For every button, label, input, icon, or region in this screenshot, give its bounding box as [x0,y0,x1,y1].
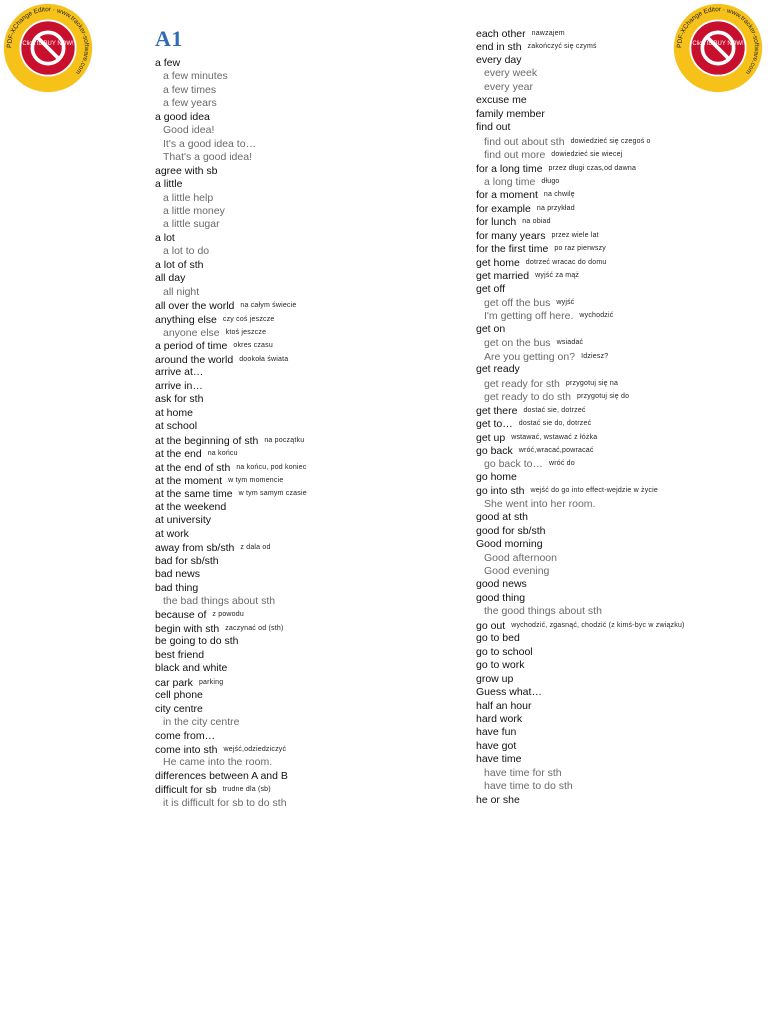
badge-center-text: Click to BUY NOW! [22,41,74,48]
entry-text: best friend [155,648,205,661]
handwritten-translation: wychodzić, zgasnąć, chodzić (z kimś-byc w związku) [511,621,685,629]
handwritten-translation: dostać sie do, dotrzeć [518,420,592,428]
vocab-entry [155,299,296,313]
vocab-entry [476,686,542,699]
entry-text: a lot [155,231,175,244]
vocab-entry [155,649,204,662]
vocab-entry [155,232,175,245]
handwritten-translation: na początku [264,436,305,444]
vocab-example [476,767,562,780]
entry-text: come from… [155,729,216,742]
vocab-entry [155,541,271,555]
entry-text: for a moment [476,189,538,202]
vocab-entry [476,619,685,633]
vocab-example [155,192,213,205]
vocab-entry [476,94,527,107]
entry-text: a few [155,57,181,69]
handwritten-translation: wsiadać [556,339,584,347]
entry-text: for many years [476,229,546,242]
vocab-entry [476,646,533,659]
vocab-entry [155,380,203,393]
vocab-entry [155,353,288,367]
vocab-entry [476,632,520,645]
vocab-example [476,377,618,391]
vocab-example [476,565,549,578]
vocab-entry [476,256,606,270]
entry-text: around the world [155,353,234,366]
entry-text: a lot to do [163,245,210,258]
vocab-entry [155,474,283,488]
entry-text: anyone else [163,327,220,339]
vocab-entry [476,404,586,418]
entry-text: every year [484,80,534,93]
handwritten-translation: nawzajem [531,30,565,37]
vocab-entry [476,121,510,134]
entry-text: half an hour [476,699,532,712]
vocab-entry [476,162,636,176]
vocab-entry [155,487,307,501]
vocab-entry [155,272,185,285]
vocab-example [155,97,217,110]
entry-text: all over the world [155,300,235,313]
entry-text: get to… [476,418,513,431]
entry-text: get on the bus [484,337,551,350]
entry-text: in the city centre [163,716,240,729]
entry-text: Good evening [484,565,550,577]
vocab-example [476,336,583,350]
entry-text: a period of time [155,340,228,353]
vocab-entry [155,676,223,690]
vocab-entry [476,740,516,753]
entry-text: good for sb/sth [476,524,546,537]
entry-text: get ready to do sth [484,391,571,404]
entry-text: Good afternoon [484,551,557,564]
vocab-entry [155,407,193,420]
handwritten-translation: na przykład [536,204,575,212]
vocab-entry [476,283,505,296]
vocab-entry [155,743,286,757]
entry-text: go out [476,619,506,632]
entry-text: get ready for sth [484,377,560,390]
vocab-entry [476,269,579,283]
entry-text: get up [476,431,506,444]
vocab-entry [155,783,271,797]
entry-text: a few years [163,97,217,110]
entry-text: black and white [155,662,228,675]
vocab-entry [155,57,180,70]
vocab-entry [476,659,524,672]
entry-text: It's a good idea to… [163,137,257,150]
handwritten-translation: zakończyć się czymś [527,43,597,51]
vocab-entry [155,366,203,379]
vocab-example [155,151,252,164]
vocab-example [155,286,199,299]
entry-text: begin with sth [155,622,220,635]
vocab-entry [155,582,198,595]
handwritten-translation: na końcu [207,450,238,458]
handwritten-translation: przez długi czas,od dawna [548,164,637,172]
entry-text: it is difficult for sb to do sth [163,796,287,809]
entry-text: have time [476,753,522,766]
vocab-entry [476,229,599,243]
handwritten-translation: wyjść [556,299,575,306]
entry-text: get home [476,256,520,269]
entry-text: get married [476,270,530,283]
vocab-example [155,716,239,729]
vocab-example [155,245,209,258]
vocab-entry [476,753,522,766]
entry-text: go home [476,470,517,483]
entry-text: That's a good idea! [163,151,252,164]
vocab-entry [476,726,516,739]
entry-text: have time for sth [484,766,562,779]
entry-text: bad thing [155,581,199,594]
handwritten-translation: dowiedzieć sie wiecej [551,151,623,159]
vocab-example [476,148,622,162]
vocab-entry [476,592,525,605]
entry-text: go back [476,444,513,457]
entry-text: at the end [155,448,202,461]
vocab-entry [155,514,211,527]
vocab-entry [476,108,545,121]
badge-ring-text: PDF-XChange Editor · www.tracker-software.com [676,6,760,76]
handwritten-translation: przygotuj się na [565,379,619,387]
entry-text: He came into the room. [163,756,273,769]
entry-text: car park [155,676,193,689]
entry-text: come into sth [155,743,218,756]
handwritten-translation: ktoś jeszcze [225,329,267,336]
entry-text: every day [476,53,522,66]
entry-text: at school [155,420,198,433]
vocab-entry [155,689,203,702]
vocab-example [476,390,629,404]
vocab-example [155,326,266,340]
entry-text: for the first time [476,243,549,256]
vocab-entry [476,673,513,686]
handwritten-translation: przez wiele lat [551,231,599,239]
vocab-entry [476,363,520,376]
vocab-example [155,138,256,151]
entry-text: good news [476,578,527,591]
handwritten-translation: dookoła świata [239,355,289,363]
vocab-example [155,595,275,608]
vocab-entry [476,578,527,591]
vocab-entry [155,178,182,191]
vocab-example [155,70,228,83]
vocab-entry [476,431,597,445]
handwritten-translation: czy coś jeszcze [222,315,275,323]
entry-text: find out more [484,149,546,162]
entry-text: because of [155,609,207,622]
entry-text: a long time [484,175,536,188]
badge-ring-text: PDF-XChange Editor · www.tracker-software.com [6,6,90,76]
entry-text: at university [155,514,212,527]
entry-text: all day [155,272,186,285]
vocab-example [476,309,613,323]
vocab-example [155,205,225,218]
entry-text: She went into her room. [484,497,596,510]
entry-text: a little sugar [163,218,220,231]
vocab-example [155,797,287,810]
entry-text: anything else [155,313,217,326]
vocab-entry [476,484,658,498]
vocab-entry [476,538,543,551]
handwritten-translation: długo [541,177,560,185]
vocab-entry [155,770,288,783]
handwritten-translation: przygotuj się do [576,393,630,401]
entry-text: bad for sb/sth [155,554,219,567]
handwritten-translation: wejść,odziedziczyć [223,745,287,753]
handwritten-translation: wstawać, wstawać z łóżka [511,433,598,441]
handwritten-translation: dostać sie, dotrzeć [523,406,586,414]
entry-text: he or she [476,793,520,806]
entry-text: at work [155,527,189,540]
vocab-entry [476,40,597,54]
entry-text: good at sth [476,511,528,524]
vocab-entry [155,568,200,581]
entry-text: I'm getting off here. [484,310,574,323]
vocab-entry [476,444,594,458]
entry-text: a good idea [155,110,210,123]
vocab-entry [155,393,203,406]
badge-center-text: Click to BUY NOW! [692,41,744,48]
vocab-example [155,756,272,769]
entry-text: Guess what… [476,686,542,699]
vocab-example [155,218,220,231]
handwritten-translation: Idziesz? [581,352,609,360]
entry-text: the good things about sth [484,605,602,618]
entry-text: family member [476,107,545,120]
vocab-example [155,124,214,137]
entry-text: good thing [476,591,526,604]
handwritten-translation: na chwilę [543,191,575,199]
vocab-entry [155,111,210,124]
handwritten-translation: na całym świecie [240,302,297,310]
entry-text: have fun [476,726,517,739]
entry-text: Are you getting on? [484,350,576,363]
entry-text: Good morning [476,538,543,551]
vocab-entry [155,608,244,622]
entry-text: be going to do sth [155,635,239,648]
vocab-example [476,780,573,793]
handwritten-translation: z powodu [212,611,244,619]
entry-text: go back to… [484,458,543,471]
vocab-entry [476,54,522,67]
vocab-example [476,81,533,94]
entry-text: go to bed [476,632,520,645]
vocab-example [476,498,595,511]
entry-text: find out about sth [484,135,565,148]
entry-text: find out [476,121,511,134]
vocab-entry [476,27,565,41]
entry-text: end in sth [476,41,522,54]
vocab-example [476,67,537,80]
vocab-entry [155,730,215,743]
entry-text: go to work [476,659,525,672]
handwritten-translation: zaczynać od (sth) [225,624,284,632]
vocab-entry [155,635,238,648]
entry-text: bad news [155,568,200,581]
handwritten-translation: wróć do [548,460,575,468]
entry-text: get on [476,322,506,335]
vocab-entry [155,447,238,461]
vocab-example [476,296,574,310]
entry-text: have time to do sth [484,780,573,793]
handwritten-translation: w tym samym czasie [238,490,307,498]
entry-text: all night [163,285,200,298]
entry-text: at the weekend [155,500,227,513]
vocab-entry [476,713,522,726]
handwritten-translation: wyjść za mąż [535,272,580,280]
entry-text: difficult for sb [155,784,217,797]
entry-text: for example [476,202,531,215]
vocab-entry [155,501,226,514]
pdf-xchange-badge-left[interactable] [2,2,94,94]
handwritten-translation: parking [198,678,224,686]
pdf-xchange-badge-right[interactable] [672,2,764,94]
handwritten-translation: w tym momencie [228,476,284,484]
section-heading: A1 [155,26,183,51]
entry-text: every week [484,67,538,80]
entry-text: get off the bus [484,297,551,309]
vocab-entry [476,215,551,229]
vocab-entry [476,525,545,538]
handwritten-translation: wychodzić [579,312,614,320]
vocab-example [476,605,602,618]
entry-text: a little money [163,204,225,217]
handwritten-translation: wróć,wracać,powracać [518,446,594,454]
entry-text: cell phone [155,689,203,702]
vocab-entry [476,511,528,524]
entry-text: get there [476,404,518,417]
vocab-entry [155,461,306,475]
vocab-entry [476,188,575,202]
vocab-entry [476,242,606,256]
entry-text: arrive in… [155,379,203,392]
handwritten-translation: okres czasu [233,342,273,350]
handwritten-translation: na obiad [522,218,551,226]
entry-text: go to school [476,645,533,658]
vocab-example [476,457,575,471]
handwritten-translation: dowiedzieć się czegoś o [570,137,651,145]
entry-text: ask for sth [155,393,204,406]
vocab-entry [155,165,217,178]
entry-text: at home [155,406,193,419]
entry-text: at the same time [155,488,233,501]
vocab-entry [476,794,520,807]
handwritten-translation: po raz pierwszy [554,245,606,253]
vocab-entry [476,471,517,484]
entry-text: away from sb/sth [155,542,235,555]
vocab-entry [155,259,203,272]
entry-text: a few minutes [163,70,228,83]
vocab-entry [155,339,273,353]
handwritten-translation: z dala od [240,544,271,552]
vocab-entry [476,323,505,336]
vocab-example [476,135,651,149]
vocab-entry [155,555,219,568]
entry-text: have got [476,739,517,752]
entry-text: each other [476,28,526,40]
entry-text: Good idea! [163,124,215,137]
vocab-entry [476,700,531,713]
entry-text: a little help [163,191,214,204]
vocab-entry [155,622,283,636]
entry-text: at the beginning of sth [155,434,259,447]
entry-text: at the end of sth [155,461,231,474]
entry-text: city centre [155,702,203,715]
entry-text: at the moment [155,474,223,487]
entry-text: for a long time [476,162,543,175]
entry-text: agree with sb [155,164,218,177]
entry-text: hard work [476,712,523,725]
vocab-entry [476,417,591,431]
vocab-entry [476,202,575,216]
entry-text: a lot of sth [155,258,204,271]
entry-text: differences between A and B [155,769,288,782]
entry-text: excuse me [476,94,527,107]
handwritten-translation: wejść do go into effect-wejdzie w życie [530,487,658,495]
entry-text: arrive at… [155,366,204,379]
vocab-entry [155,703,203,716]
vocab-example [476,175,560,189]
entry-text: go into sth [476,485,525,498]
vocab-example [155,84,216,97]
entry-text: get off [476,282,505,295]
vocab-entry [155,313,275,327]
entry-text: the bad things about sth [163,595,276,607]
vocab-entry [155,662,227,675]
vocab-entry [155,420,197,433]
entry-text: grow up [476,672,514,685]
entry-text: for lunch [476,216,517,229]
entry-text: get ready [476,363,520,376]
handwritten-translation: trudne dla (sb) [222,786,271,794]
handwritten-translation: dotrzeć wracac do domu [525,258,607,266]
entry-text: a little [155,178,183,191]
vocab-example [476,552,557,565]
entry-text: a few times [163,83,217,96]
vocab-entry [155,528,189,541]
vocab-example [476,350,608,364]
vocab-entry [155,434,304,448]
handwritten-translation: na końcu, pod koniec [236,463,307,471]
